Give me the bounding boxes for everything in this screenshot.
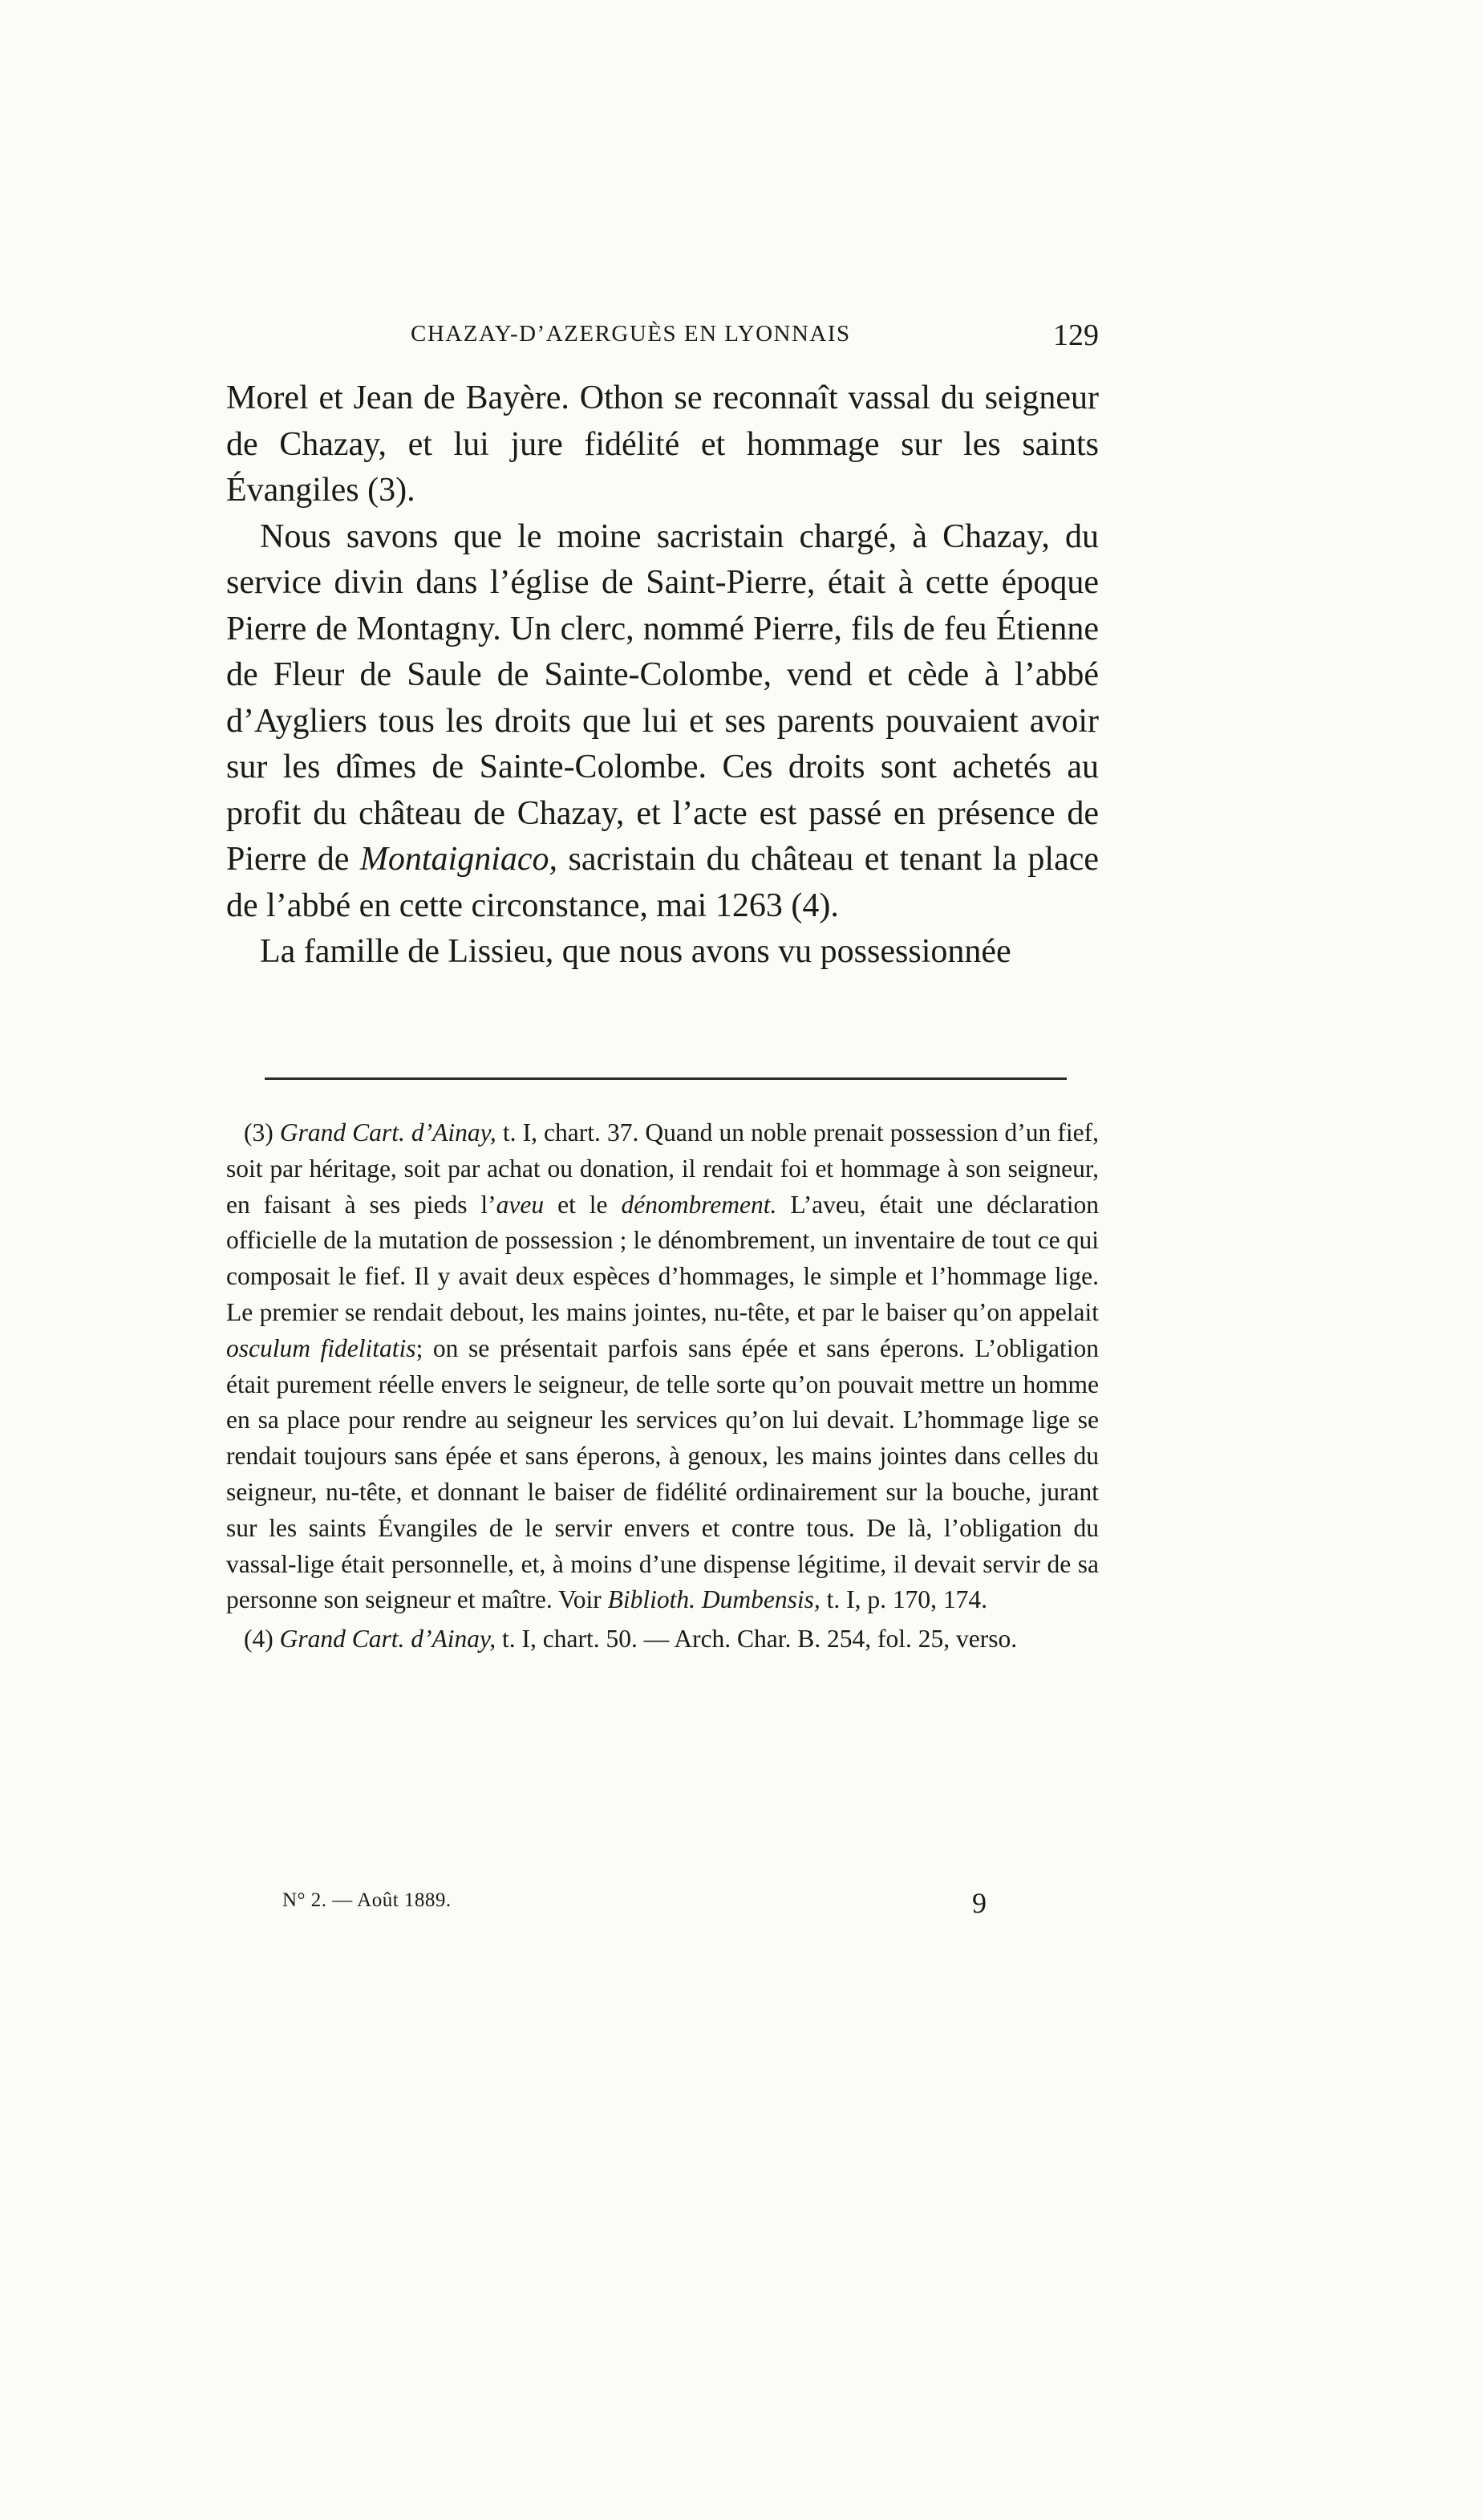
footnote-3-number: (3) <box>244 1118 280 1146</box>
footnote-3-text-2: et le <box>544 1190 622 1219</box>
footnote-4-source: Grand Cart. d’Ainay, <box>279 1625 496 1654</box>
paragraph-2-part-a: Nous savons que le moine sacristain chargé, à Chazay, du service divin dans l’église de Saint-Pierre, était à cette époque Pierre de Montagny. Un clerc, nommé Pierre, fils de feu Étienne de Fleur de Saule de Sainte-Colombe, vend et cède à l’abbé d’Aygliers tous les droits que lui et ses parents pouvaient avoir sur les dîmes de Sainte-Colombe. Ces droits sont achetés au profit du château de Chazay, et l’acte est passé en présence de Pierre de <box>226 517 1099 878</box>
footnote-4-text-1: t. I, chart. 50. — Arch. Char. B. 254, fol. 25, verso. <box>496 1625 1018 1654</box>
running-header <box>226 321 1099 361</box>
paragraph-1: Morel et Jean de Bayère. Othon se reconnaît vassal du seigneur de Chazay, et lui jure fidélité et hommage sur les saints Évangiles (3). <box>226 379 1099 509</box>
footnote-divider <box>265 1077 1067 1080</box>
signature-mark: 9 <box>972 1887 987 1919</box>
footnotes <box>226 1115 1099 1658</box>
footnote-3 <box>226 1115 1099 1618</box>
footnote-4 <box>226 1621 1099 1658</box>
running-title: CHAZAY-D’AZERGUÈS EN LYONNAIS <box>411 321 851 347</box>
footnote-3-biblioth: Biblioth. Dumbensis, <box>607 1585 821 1614</box>
footnote-3-osculum: osculum fidelitatis <box>226 1333 416 1362</box>
footnote-3-aveu: aveu <box>496 1190 545 1219</box>
footnote-3-text-3: L’aveu, était une déclaration officielle de la mutation de possession ; le dénombrement, un inventaire de tout ce qui composait le fief. Il y avait deux espèces d’hommages, le simple et l’hommage lige. Le premier se rendait debout, les mains jointes, nu-tête, et par le baiser qu’on appelait <box>226 1190 1099 1326</box>
paragraph-3: La famille de Lissieu, que nous avons vu possessionnée <box>260 933 1011 970</box>
page-footer <box>226 1889 1099 1938</box>
issue-line: N° 2. — Août 1889. <box>282 1889 452 1911</box>
paragraph-2-part-b: sacristain du château et tenant la place de l’abbé en cette circonstance, mai 1263 (4). <box>226 841 1099 924</box>
page-number: 129 <box>1053 319 1099 352</box>
footnote-3-text-1: t. I, chart. 37. Quand un noble prenait possession d’un fief, soit par héritage, soit par achat ou donation, il rendait foi et hommage à son seigneur, en faisant à ses pieds l’ <box>226 1118 1099 1219</box>
footnote-4-number: (4) <box>244 1625 280 1654</box>
main-text <box>226 375 1099 976</box>
paragraph-2 <box>226 514 1099 930</box>
footnote-3-source: Grand Cart. d’Ainay, <box>279 1118 496 1146</box>
paragraph-2-emphasis: Montaigniaco, <box>359 841 558 878</box>
footnote-3-text-5: t. I, p. 170, 174. <box>820 1585 987 1614</box>
footnote-3-denombrement: dénombrement. <box>621 1190 777 1219</box>
footnote-3-text-4: ; on se présentait parfois sans épée et sans éperons. L’obligation était purement réelle envers le seigneur, de telle sorte qu’on pouvait mettre un homme en sa place pour rendre au seigneur les services qu’on lui devait. L’hommage lige se rendait toujours sans épée et sans éperons, à genoux, les mains jointes dans celles du seigneur, nu-tête, et donnant le baiser de fidélité ordinairement sur la bouche, jurant sur les saints Évangiles de le servir envers et contre tous. De là, l’obligation du vassal-lige était personnelle, et, à moins d’une dispense légitime, il devait servir de sa personne son seigneur et maître. Voir <box>226 1333 1099 1614</box>
